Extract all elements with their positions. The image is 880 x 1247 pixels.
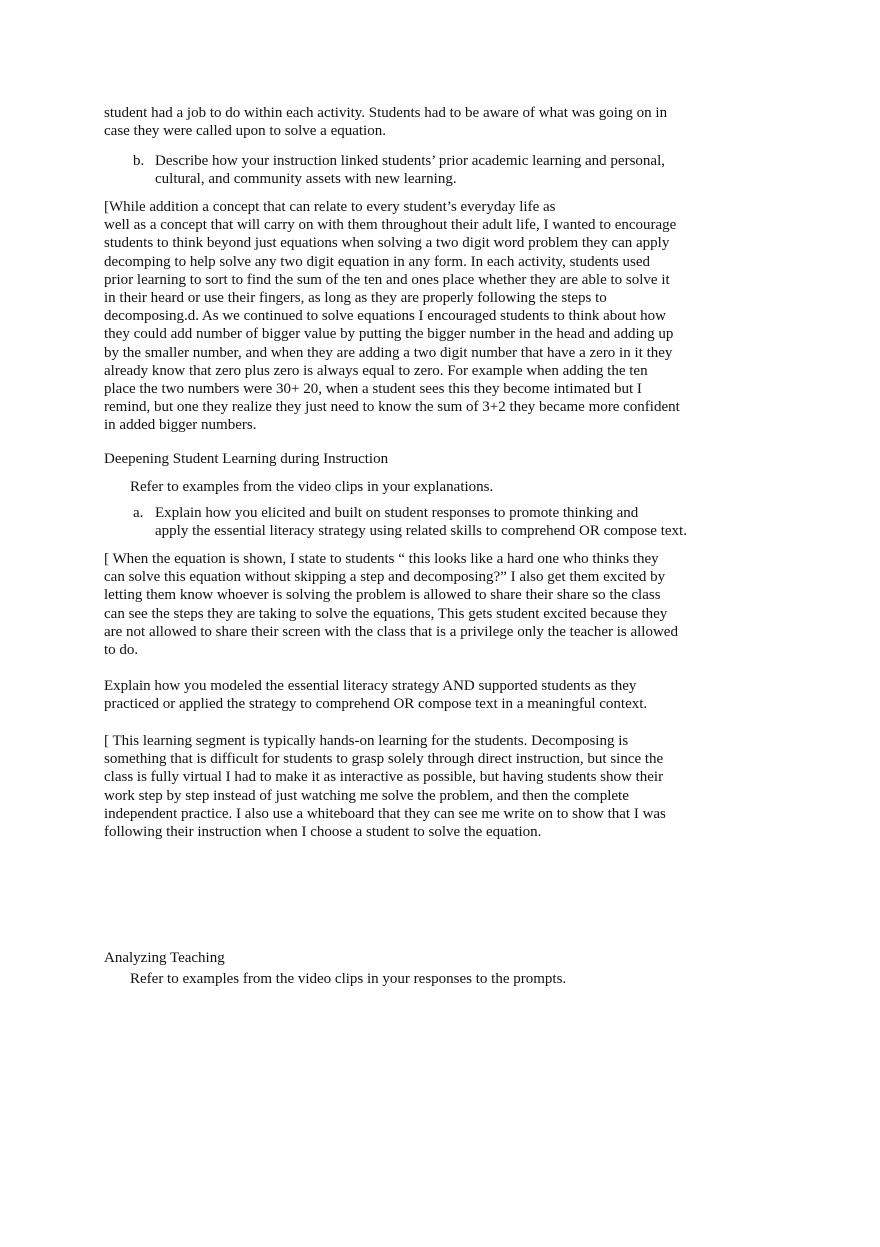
text-line: case they were called upon to solve a equation. [104, 123, 386, 140]
section-heading-deepening [104, 450, 744, 468]
text-line: [ When the equation is shown, I state to students “ this looks like a hard one who thinks they [104, 551, 659, 567]
text-line: well as a concept that will carry on with them throughout their adult life, I wanted to encourage [104, 217, 677, 234]
prompt-marker: a. [133, 505, 144, 521]
text-line: Explain how you elicited and built on student responses to promote thinking and [155, 505, 639, 521]
response-modeled-paragraph [104, 732, 744, 841]
text-line: following their instruction when I choose a student to solve the equation. [104, 824, 542, 841]
text-line: students to think beyond just equations when solving a two digit word problem they can apply [104, 235, 670, 252]
text-line: Explain how you modeled the essential literacy strategy AND supported students as they [104, 678, 637, 694]
intro-paragraph [104, 104, 744, 140]
heading-text: Deepening Student Learning during Instruction [104, 451, 389, 467]
instruction-text: Refer to examples from the video clips in your explanations. [130, 479, 494, 495]
text-line: [While addition a concept that can relate to every student’s everyday life as [104, 199, 556, 215]
text-line: remind, but one they realize they just need to know the sum of 3+2 they became more confident [104, 399, 680, 416]
instruction-text: Refer to examples from the video clips in your responses to the prompts. [130, 971, 567, 987]
text-line: place the two numbers were 30+ 20, when a student sees this they become intimated but I [104, 381, 642, 398]
text-line: [ This learning segment is typically hands-on learning for the students. Decomposing is [104, 733, 629, 749]
response-b-paragraph [104, 198, 744, 435]
text-line: can solve this equation without skipping a step and decomposing?” I also get them excited by [104, 569, 666, 586]
text-line: cultural, and community assets with new learning. [155, 171, 457, 188]
text-line: practiced or applied the strategy to comprehend OR compose text in a meaningful context. [104, 696, 648, 713]
prompt-b [133, 152, 733, 188]
section-heading-analyzing [104, 949, 744, 967]
text-line: independent practice. I also use a whiteboard that they can see me write on to show that I was [104, 805, 666, 822]
text-line: work step by step instead of just watching me solve the problem, and then the complete [104, 787, 629, 804]
heading-text: Analyzing Teaching [104, 950, 225, 966]
text-line: prior learning to sort to find the sum of the ten and ones place whether they are able to solve it [104, 271, 670, 288]
text-line: student had a job to do within each activity. Students had to be aware of what was going on in [104, 105, 668, 121]
text-line: letting them know whoever is solving the problem is allowed to share their share so the class [104, 587, 661, 604]
text-line: class is fully virtual I had to make it as interactive as possible, but having students show their [104, 769, 664, 786]
text-line: decomping to help solve any two digit equation in any form. In each activity, students used [104, 253, 650, 270]
prompt-a [133, 504, 733, 540]
text-line: to do. [104, 642, 139, 659]
text-line: they could add number of bigger value by putting the bigger number in the head and adding up [104, 326, 674, 343]
prompt-marker: b. [133, 153, 145, 169]
text-line: in their heard or use their fingers, as long as they are properly following the steps to [104, 290, 607, 307]
text-line: can see the steps they are taking to solve the equations, This gets student excited because they [104, 605, 668, 622]
prompt-text [155, 152, 733, 188]
text-line: Describe how your instruction linked students’ prior academic learning and personal, [155, 153, 665, 169]
prompt-modeled [104, 677, 744, 713]
text-line: something that is difficult for students to grasp solely through direct instruction, but since the [104, 751, 664, 768]
text-line: decomposing.d. As we continued to solve equations I encouraged students to think about how [104, 308, 666, 325]
text-line: are not allowed to share their screen with the class that is a privilege only the teacher is allowed [104, 623, 678, 640]
text-line: already know that zero plus zero is always equal to zero. For example when adding the ten [104, 362, 648, 379]
text-line: in added bigger numbers. [104, 417, 257, 434]
response-a-paragraph [104, 550, 744, 659]
prompt-text [155, 504, 733, 540]
text-line: by the smaller number, and when they are adding a two digit number that have a zero in it they [104, 344, 673, 361]
text-line: apply the essential literacy strategy using related skills to comprehend OR compose text. [155, 523, 687, 540]
